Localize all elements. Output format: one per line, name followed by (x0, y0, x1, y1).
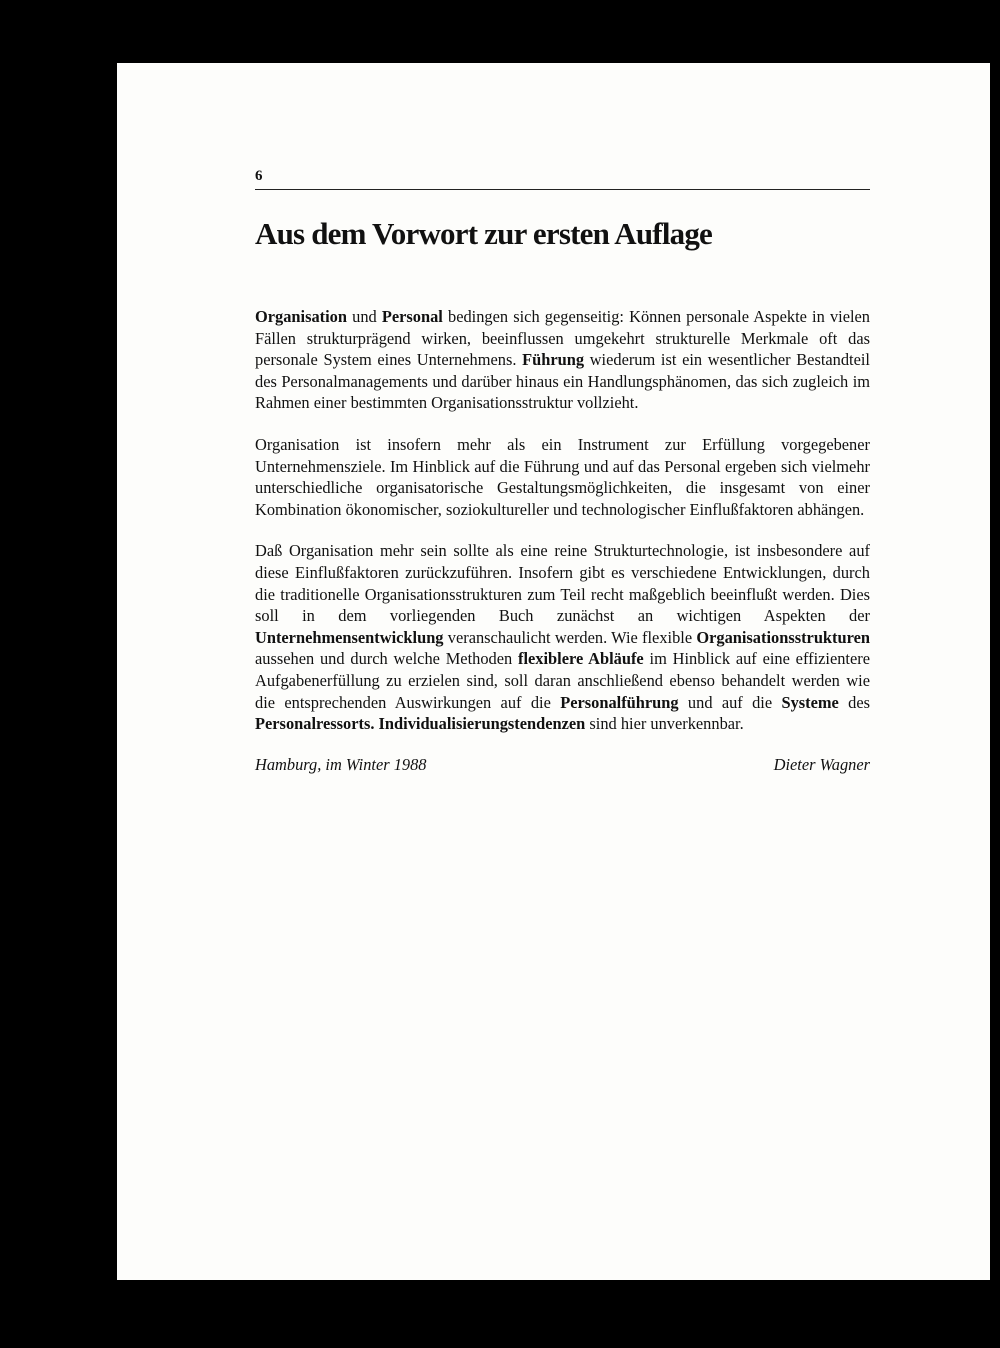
page-title: Aus dem Vorwort zur ersten Auflage (255, 216, 712, 251)
text-run: des (838, 692, 871, 712)
emphasized-term: Individualisierungstendenzen (378, 714, 586, 734)
text-run: sind hier unverkennbar. (585, 714, 744, 734)
emphasized-term: Organisation (255, 307, 347, 326)
text-run: und (346, 307, 382, 326)
emphasized-term: flexiblere Abläufe (518, 649, 644, 669)
text-run: bedingen sich gegenseitig: Können personale Aspekte in vielen Fällen strukturprägend wirken, beeinflussen umgekehrt strukturelle Merkmale oft das personale System eines Unternehmens. (255, 307, 870, 370)
emphasized-term: Unternehmensentwicklung (255, 627, 444, 647)
emphasized-term: Organisationsstrukturen (696, 627, 870, 647)
text-run: veranschaulicht werden. Wie flexible (443, 627, 697, 647)
signature-line (255, 755, 870, 775)
emphasized-term: Personalführung (560, 692, 679, 712)
text-run: und auf die (678, 692, 782, 712)
text-run: Daß Organisation mehr sein sollte als eine reine Strukturtechnologie, ist insbesondere auf diese Einflußfaktoren zurückzuführen. Insofern gibt es verschiedene Entwicklungen, durch die traditionelle Organisationsstrukturen zum Teil recht maßgeblich beeinflußt werden. Dies soll in dem vorliegenden Buch zunächst an wichtigen Aspekten der (255, 541, 870, 626)
author-name: Dieter Wagner (773, 754, 870, 774)
emphasized-term: Personal (381, 307, 443, 326)
paragraph-2 (255, 434, 870, 520)
header-rule (255, 189, 870, 190)
emphasized-term: Systeme (781, 692, 839, 712)
text-run: wiederum ist ein wesentlicher Bestandteil des Personalmanagements und darüber hinaus ein Handlungsphänomen, das sich zugleich im Rahmen einer bestimmten Organisationsstruktur vollzieht. (255, 350, 870, 413)
page-number: 6 (255, 168, 263, 184)
text-run: im Hinblick auf eine effizientere Aufgabenerfüllung zu erzielen sind, soll daran anschließend ebenso behandelt werden wie die entsprechenden Auswirkungen auf die (255, 649, 870, 712)
text-run: Organisation ist insofern mehr als ein Instrument zur Erfüllung vorgegebener Unternehmensziele. Im Hinblick auf die Führung und auf das Personal ergeben sich vielmehr unterschiedliche organisatorische Gestaltungsmöglichkeiten, die insgesamt von einer Kombination ökonomischer, soziokultureller und technologischer Einflußfaktoren abhängen. (255, 434, 870, 519)
paragraph-3 (255, 540, 870, 734)
text-run: aussehen und durch welche Methoden (255, 649, 519, 669)
emphasized-term: Führung (522, 350, 585, 370)
paragraph-1 (255, 306, 870, 414)
page-content (255, 167, 870, 775)
body-text (255, 306, 870, 735)
document-page (117, 63, 990, 1280)
place-date: Hamburg, im Winter 1988 (255, 754, 427, 774)
emphasized-term: Personalressorts. (255, 714, 375, 734)
